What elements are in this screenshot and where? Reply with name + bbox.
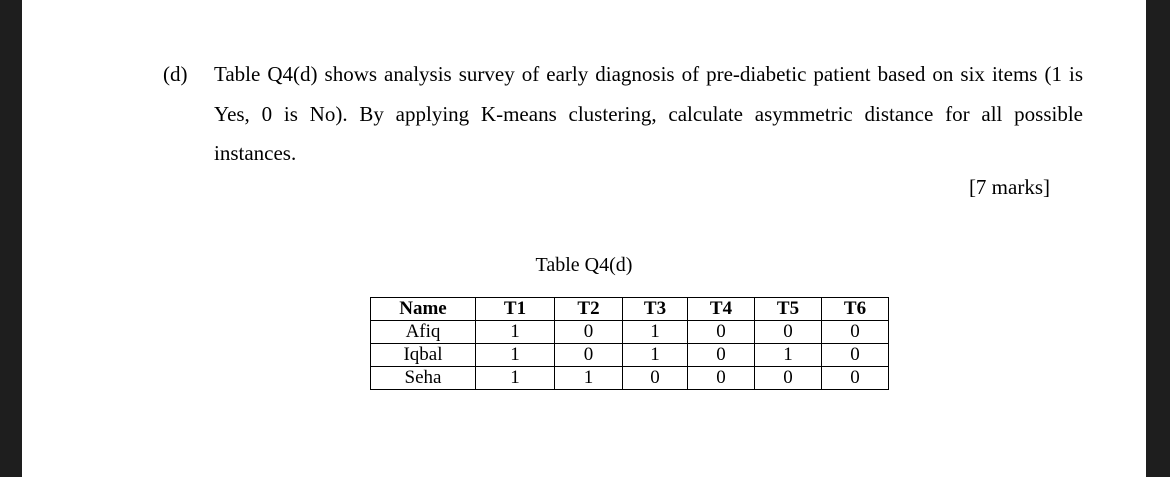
cell-t4: 0 xyxy=(688,367,755,390)
header-t1: T1 xyxy=(476,298,555,321)
cell-t1: 1 xyxy=(476,367,555,390)
cell-t1: 1 xyxy=(476,344,555,367)
cell-t6: 0 xyxy=(822,321,889,344)
header-t4: T4 xyxy=(688,298,755,321)
cell-t4: 0 xyxy=(688,344,755,367)
cell-t5: 0 xyxy=(755,321,822,344)
cell-t6: 0 xyxy=(822,344,889,367)
table-caption xyxy=(22,254,1147,277)
cell-t6: 0 xyxy=(822,367,889,390)
cell-t3: 0 xyxy=(623,367,688,390)
header-t2: T2 xyxy=(555,298,623,321)
table-caption-text: Table Q4(d) xyxy=(535,254,633,276)
header-t3: T3 xyxy=(623,298,688,321)
table-row xyxy=(371,367,889,390)
document-page xyxy=(22,0,1146,477)
cell-t2: 0 xyxy=(555,344,623,367)
question-block xyxy=(163,55,1083,174)
cell-t4: 0 xyxy=(688,321,755,344)
cell-name: Iqbal xyxy=(371,344,476,367)
table-row xyxy=(371,321,889,344)
header-t5: T5 xyxy=(755,298,822,321)
cell-t3: 1 xyxy=(623,321,688,344)
marks-label: [7 marks] xyxy=(968,175,1050,199)
cell-name: Seha xyxy=(371,367,476,390)
table-row xyxy=(371,344,889,367)
header-t6: T6 xyxy=(822,298,889,321)
question-label: (d) xyxy=(163,62,188,86)
header-name: Name xyxy=(371,298,476,321)
cell-name: Afiq xyxy=(371,321,476,344)
cell-t5: 1 xyxy=(755,344,822,367)
table-header-row xyxy=(371,298,889,321)
cell-t2: 0 xyxy=(555,321,623,344)
cell-t2: 1 xyxy=(555,367,623,390)
cell-t1: 1 xyxy=(476,321,555,344)
question-text: Table Q4(d) shows analysis survey of early diagnosis of pre-diabetic patient based on six items (1 is Yes, 0 is No). By applying K-means clustering, calculate asymmetric distance for all possible instances. xyxy=(214,62,1083,165)
cell-t3: 1 xyxy=(623,344,688,367)
survey-table xyxy=(370,297,889,390)
cell-t5: 0 xyxy=(755,367,822,390)
